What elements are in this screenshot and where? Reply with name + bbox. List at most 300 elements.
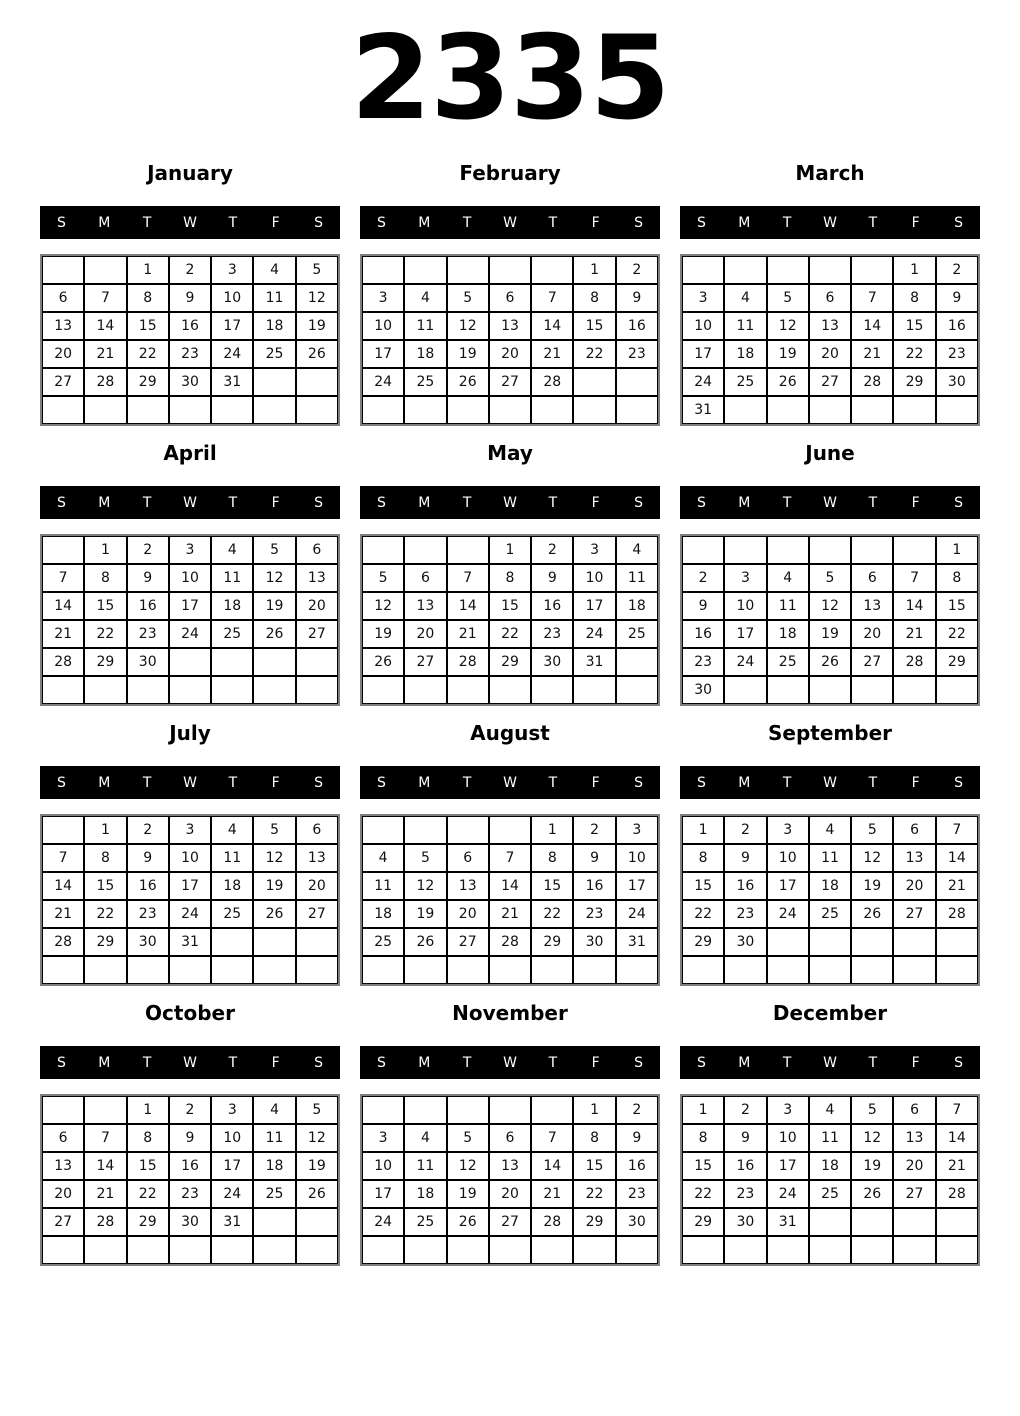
day-cell: 16 [724, 1152, 766, 1180]
empty-day-cell [893, 1208, 935, 1236]
weekday-label: S [314, 214, 324, 231]
day-cell: 30 [573, 928, 615, 956]
day-cell: 31 [767, 1208, 809, 1236]
day-cell: 26 [447, 368, 489, 396]
weekday-label: S [376, 494, 386, 511]
empty-day-cell [893, 536, 935, 564]
empty-day-cell [362, 1236, 404, 1264]
day-cell: 10 [724, 592, 766, 620]
weekday-label: S [954, 774, 964, 791]
weekday-label: M [98, 494, 111, 511]
day-cell: 31 [169, 928, 211, 956]
day-cell: 5 [404, 844, 446, 872]
empty-day-cell [296, 1236, 338, 1264]
empty-day-cell [724, 676, 766, 704]
empty-day-cell [531, 1096, 573, 1124]
day-cell: 20 [809, 340, 851, 368]
day-cell: 25 [362, 928, 404, 956]
day-cell: 3 [682, 284, 724, 312]
weekday-label: T [228, 214, 238, 231]
day-cell: 9 [127, 564, 169, 592]
day-cell: 18 [404, 1180, 446, 1208]
day-cell: 8 [489, 564, 531, 592]
empty-day-cell [767, 396, 809, 424]
day-cell: 6 [489, 284, 531, 312]
day-cell: 29 [936, 648, 978, 676]
months-grid [0, 154, 1020, 1266]
day-cell: 21 [42, 900, 84, 928]
day-cell: 31 [616, 928, 658, 956]
weekday-label: F [911, 214, 920, 231]
day-cell: 11 [211, 564, 253, 592]
day-cell: 24 [767, 1180, 809, 1208]
day-cell: 5 [253, 536, 295, 564]
day-cell: 6 [809, 284, 851, 312]
day-cell: 9 [531, 564, 573, 592]
day-cell: 13 [447, 872, 489, 900]
weekday-label: F [591, 214, 600, 231]
day-cell: 7 [531, 1124, 573, 1152]
day-cell: 30 [724, 1208, 766, 1236]
day-cell: 14 [851, 312, 893, 340]
weekday-label: S [56, 1054, 66, 1071]
day-cell: 14 [84, 312, 126, 340]
day-cell: 11 [362, 872, 404, 900]
day-cell: 3 [616, 816, 658, 844]
day-cell: 12 [253, 564, 295, 592]
day-cell: 29 [682, 1208, 724, 1236]
empty-day-cell [616, 676, 658, 704]
empty-day-cell [809, 256, 851, 284]
empty-day-cell [447, 956, 489, 984]
day-cell: 26 [851, 1180, 893, 1208]
day-cell: 12 [296, 1124, 338, 1152]
day-cell: 10 [362, 312, 404, 340]
empty-day-cell [84, 1096, 126, 1124]
day-cell: 23 [169, 1180, 211, 1208]
day-cell: 2 [169, 256, 211, 284]
day-cell: 11 [809, 844, 851, 872]
weekday-label: T [228, 494, 238, 511]
day-cell: 2 [169, 1096, 211, 1124]
empty-day-cell [893, 1236, 935, 1264]
month-date-grid [680, 254, 980, 426]
day-cell: 25 [767, 648, 809, 676]
empty-day-cell [682, 956, 724, 984]
empty-day-cell [682, 536, 724, 564]
day-cell: 25 [211, 900, 253, 928]
weekday-label: W [823, 494, 837, 511]
day-cell: 3 [211, 1096, 253, 1124]
day-cell: 14 [42, 592, 84, 620]
day-cell: 20 [404, 620, 446, 648]
day-cell: 28 [893, 648, 935, 676]
empty-day-cell [682, 1236, 724, 1264]
day-cell: 16 [127, 872, 169, 900]
day-cell: 12 [851, 1124, 893, 1152]
day-cell: 17 [724, 620, 766, 648]
day-cell: 8 [682, 1124, 724, 1152]
empty-day-cell [616, 368, 658, 396]
day-cell: 15 [127, 312, 169, 340]
month-block [360, 434, 660, 706]
day-cell: 9 [616, 1124, 658, 1152]
weekday-label: M [98, 774, 111, 791]
day-cell: 3 [767, 1096, 809, 1124]
weekday-header-bar [360, 486, 660, 519]
month-date-grid [680, 534, 980, 706]
day-cell: 16 [127, 592, 169, 620]
empty-day-cell [447, 676, 489, 704]
day-cell: 15 [573, 1152, 615, 1180]
day-cell: 9 [573, 844, 615, 872]
day-cell: 4 [211, 536, 253, 564]
day-cell: 20 [447, 900, 489, 928]
day-cell: 4 [767, 564, 809, 592]
day-cell: 19 [767, 340, 809, 368]
day-cell: 5 [296, 256, 338, 284]
weekday-label: M [418, 494, 431, 511]
day-cell: 31 [682, 396, 724, 424]
empty-day-cell [127, 956, 169, 984]
day-cell: 6 [893, 1096, 935, 1124]
weekday-label: T [782, 214, 792, 231]
month-title: July [169, 721, 211, 745]
day-cell: 6 [296, 536, 338, 564]
day-cell: 27 [404, 648, 446, 676]
weekday-label: M [418, 1054, 431, 1071]
day-cell: 18 [616, 592, 658, 620]
day-cell: 6 [447, 844, 489, 872]
day-cell: 19 [447, 340, 489, 368]
day-cell: 28 [531, 1208, 573, 1236]
day-cell: 25 [616, 620, 658, 648]
day-cell: 21 [447, 620, 489, 648]
empty-day-cell [42, 816, 84, 844]
day-cell: 28 [42, 928, 84, 956]
empty-day-cell [253, 368, 295, 396]
day-cell: 12 [767, 312, 809, 340]
weekday-label: S [634, 214, 644, 231]
day-cell: 17 [169, 592, 211, 620]
day-cell: 18 [404, 340, 446, 368]
day-cell: 22 [531, 900, 573, 928]
empty-day-cell [169, 956, 211, 984]
day-cell: 25 [253, 340, 295, 368]
weekday-label: S [696, 214, 706, 231]
empty-day-cell [84, 676, 126, 704]
empty-day-cell [211, 676, 253, 704]
day-cell: 28 [42, 648, 84, 676]
empty-day-cell [616, 648, 658, 676]
empty-day-cell [447, 536, 489, 564]
day-cell: 11 [724, 312, 766, 340]
day-cell: 26 [767, 368, 809, 396]
weekday-label: T [548, 494, 558, 511]
day-cell: 12 [404, 872, 446, 900]
empty-day-cell [42, 676, 84, 704]
empty-day-cell [531, 1236, 573, 1264]
day-cell: 19 [447, 1180, 489, 1208]
day-cell: 6 [42, 1124, 84, 1152]
day-cell: 1 [893, 256, 935, 284]
empty-day-cell [936, 676, 978, 704]
day-cell: 15 [127, 1152, 169, 1180]
day-cell: 3 [362, 1124, 404, 1152]
weekday-label: S [954, 494, 964, 511]
empty-day-cell [127, 396, 169, 424]
empty-day-cell [362, 956, 404, 984]
month-title: September [768, 721, 892, 745]
month-block [40, 154, 340, 426]
day-cell: 10 [211, 284, 253, 312]
day-cell: 11 [253, 1124, 295, 1152]
empty-day-cell [253, 1236, 295, 1264]
month-date-grid [40, 254, 340, 426]
day-cell: 17 [573, 592, 615, 620]
weekday-label: T [142, 774, 152, 791]
day-cell: 27 [809, 368, 851, 396]
day-cell: 30 [127, 928, 169, 956]
weekday-label: T [868, 494, 878, 511]
day-cell: 15 [531, 872, 573, 900]
day-cell: 19 [253, 592, 295, 620]
weekday-label: S [314, 774, 324, 791]
day-cell: 7 [936, 1096, 978, 1124]
empty-day-cell [362, 396, 404, 424]
empty-day-cell [767, 676, 809, 704]
day-cell: 24 [211, 340, 253, 368]
empty-day-cell [489, 1096, 531, 1124]
day-cell: 31 [573, 648, 615, 676]
weekday-header-bar [40, 206, 340, 239]
weekday-label: T [548, 1054, 558, 1071]
day-cell: 29 [489, 648, 531, 676]
weekday-label: T [142, 494, 152, 511]
day-cell: 14 [531, 312, 573, 340]
day-cell: 27 [296, 620, 338, 648]
day-cell: 23 [616, 1180, 658, 1208]
day-cell: 25 [809, 1180, 851, 1208]
weekday-label: T [228, 774, 238, 791]
day-cell: 6 [42, 284, 84, 312]
empty-day-cell [724, 1236, 766, 1264]
empty-day-cell [809, 396, 851, 424]
empty-day-cell [362, 536, 404, 564]
empty-day-cell [296, 676, 338, 704]
day-cell: 15 [489, 592, 531, 620]
empty-day-cell [362, 256, 404, 284]
empty-day-cell [84, 1236, 126, 1264]
day-cell: 24 [211, 1180, 253, 1208]
day-cell: 18 [809, 1152, 851, 1180]
empty-day-cell [404, 1236, 446, 1264]
day-cell: 29 [127, 368, 169, 396]
day-cell: 24 [362, 368, 404, 396]
day-cell: 4 [404, 1124, 446, 1152]
month-block [40, 714, 340, 986]
empty-day-cell [809, 1236, 851, 1264]
day-cell: 1 [127, 256, 169, 284]
day-cell: 4 [362, 844, 404, 872]
day-cell: 24 [169, 900, 211, 928]
empty-day-cell [809, 676, 851, 704]
month-title: May [487, 441, 533, 465]
day-cell: 6 [296, 816, 338, 844]
day-cell: 11 [767, 592, 809, 620]
weekday-label: S [314, 494, 324, 511]
day-cell: 11 [404, 1152, 446, 1180]
month-title: December [772, 1001, 888, 1025]
day-cell: 18 [211, 592, 253, 620]
empty-day-cell [724, 256, 766, 284]
weekday-header-bar [680, 486, 980, 519]
day-cell: 24 [724, 648, 766, 676]
weekday-label: M [738, 494, 751, 511]
day-cell: 3 [169, 536, 211, 564]
day-cell: 2 [616, 1096, 658, 1124]
day-cell: 26 [404, 928, 446, 956]
weekday-label: F [271, 774, 280, 791]
day-cell: 10 [767, 1124, 809, 1152]
weekday-label: F [911, 774, 920, 791]
day-cell: 5 [447, 1124, 489, 1152]
empty-day-cell [573, 396, 615, 424]
day-cell: 31 [211, 368, 253, 396]
day-cell: 21 [893, 620, 935, 648]
empty-day-cell [489, 676, 531, 704]
day-cell: 5 [253, 816, 295, 844]
weekday-label: M [738, 1054, 751, 1071]
weekday-header-bar [360, 766, 660, 799]
month-block [680, 994, 980, 1266]
day-cell: 16 [616, 1152, 658, 1180]
day-cell: 17 [767, 872, 809, 900]
empty-day-cell [296, 1208, 338, 1236]
month-block [40, 434, 340, 706]
empty-day-cell [489, 256, 531, 284]
empty-day-cell [724, 536, 766, 564]
day-cell: 7 [531, 284, 573, 312]
day-cell: 13 [893, 1124, 935, 1152]
month-block [360, 154, 660, 426]
day-cell: 21 [489, 900, 531, 928]
empty-day-cell [936, 1236, 978, 1264]
day-cell: 11 [404, 312, 446, 340]
weekday-label: F [911, 1054, 920, 1071]
empty-day-cell [169, 648, 211, 676]
day-cell: 4 [404, 284, 446, 312]
day-cell: 5 [851, 816, 893, 844]
month-title: August [470, 721, 550, 745]
empty-day-cell [447, 396, 489, 424]
month-title: March [795, 161, 865, 185]
day-cell: 10 [767, 844, 809, 872]
day-cell: 22 [127, 1180, 169, 1208]
day-cell: 30 [531, 648, 573, 676]
day-cell: 8 [682, 844, 724, 872]
weekday-label: S [696, 1054, 706, 1071]
day-cell: 15 [84, 592, 126, 620]
empty-day-cell [851, 928, 893, 956]
weekday-label: W [183, 214, 197, 231]
day-cell: 4 [809, 816, 851, 844]
weekday-label: T [462, 494, 472, 511]
day-cell: 17 [767, 1152, 809, 1180]
empty-day-cell [809, 1208, 851, 1236]
month-block [360, 714, 660, 986]
day-cell: 11 [253, 284, 295, 312]
empty-day-cell [767, 256, 809, 284]
day-cell: 20 [489, 1180, 531, 1208]
day-cell: 10 [573, 564, 615, 592]
empty-day-cell [809, 956, 851, 984]
day-cell: 7 [84, 1124, 126, 1152]
day-cell: 21 [84, 1180, 126, 1208]
day-cell: 14 [489, 872, 531, 900]
day-cell: 3 [724, 564, 766, 592]
weekday-label: W [503, 494, 517, 511]
day-cell: 12 [851, 844, 893, 872]
empty-day-cell [489, 396, 531, 424]
day-cell: 21 [936, 872, 978, 900]
day-cell: 4 [724, 284, 766, 312]
empty-day-cell [573, 1236, 615, 1264]
empty-day-cell [936, 956, 978, 984]
empty-day-cell [724, 396, 766, 424]
day-cell: 20 [42, 340, 84, 368]
empty-day-cell [447, 256, 489, 284]
empty-day-cell [84, 256, 126, 284]
day-cell: 17 [211, 312, 253, 340]
day-cell: 25 [211, 620, 253, 648]
day-cell: 15 [893, 312, 935, 340]
day-cell: 12 [362, 592, 404, 620]
day-cell: 30 [682, 676, 724, 704]
day-cell: 23 [531, 620, 573, 648]
day-cell: 27 [42, 1208, 84, 1236]
day-cell: 22 [127, 340, 169, 368]
month-date-grid [360, 254, 660, 426]
empty-day-cell [211, 956, 253, 984]
day-cell: 26 [362, 648, 404, 676]
day-cell: 25 [809, 900, 851, 928]
day-cell: 20 [42, 1180, 84, 1208]
day-cell: 27 [296, 900, 338, 928]
day-cell: 8 [573, 1124, 615, 1152]
day-cell: 9 [616, 284, 658, 312]
day-cell: 17 [616, 872, 658, 900]
weekday-label: T [462, 214, 472, 231]
day-cell: 19 [809, 620, 851, 648]
empty-day-cell [84, 396, 126, 424]
month-date-grid [360, 534, 660, 706]
day-cell: 7 [936, 816, 978, 844]
empty-day-cell [936, 1208, 978, 1236]
weekday-header-bar [680, 1046, 980, 1079]
empty-day-cell [404, 396, 446, 424]
day-cell: 10 [169, 844, 211, 872]
day-cell: 16 [616, 312, 658, 340]
weekday-label: F [271, 214, 280, 231]
day-cell: 12 [447, 312, 489, 340]
day-cell: 21 [851, 340, 893, 368]
empty-day-cell [211, 928, 253, 956]
day-cell: 16 [724, 872, 766, 900]
day-cell: 11 [211, 844, 253, 872]
day-cell: 24 [682, 368, 724, 396]
empty-day-cell [851, 536, 893, 564]
